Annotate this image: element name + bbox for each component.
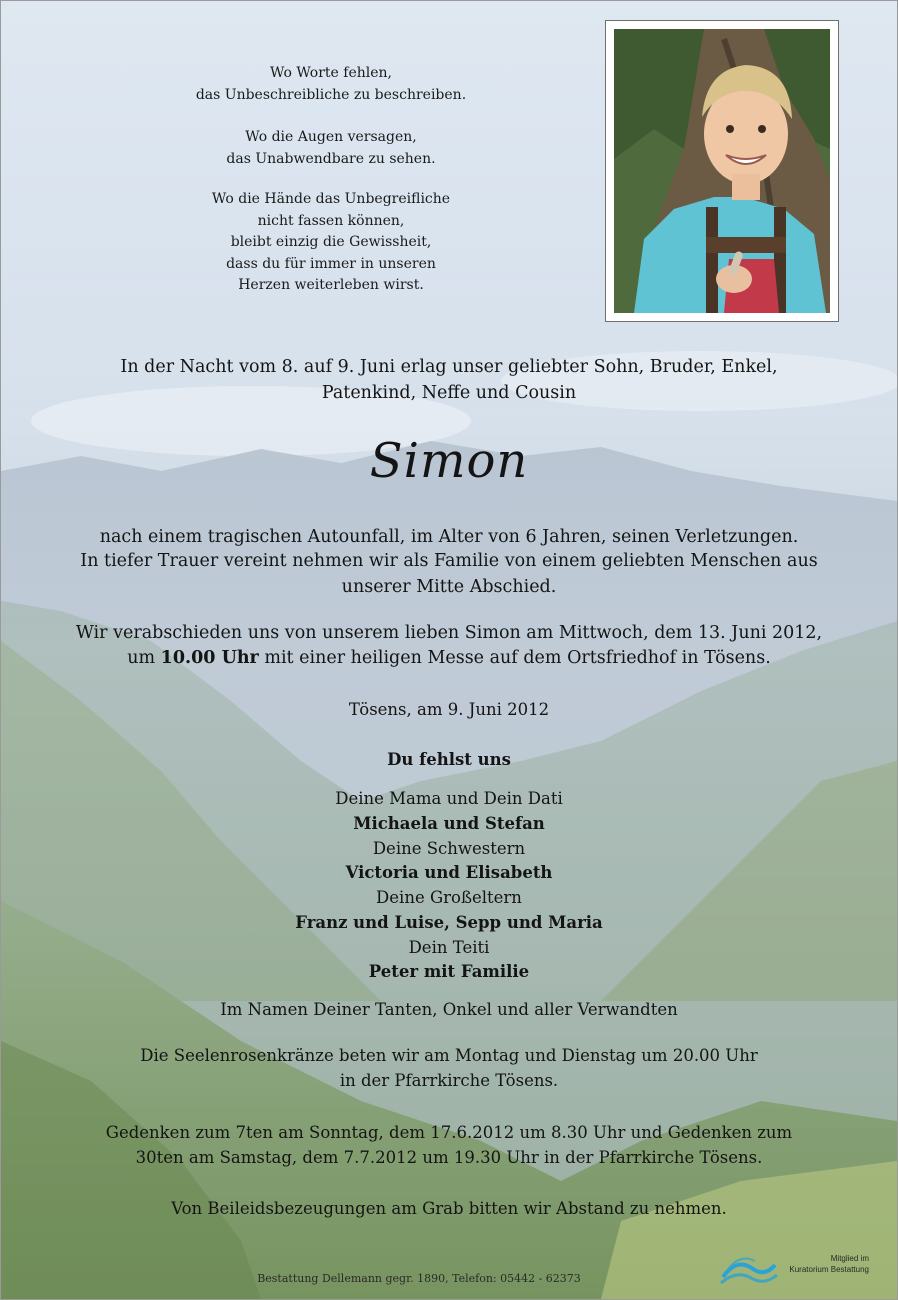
mourner-names: Franz und Luise, Sepp und Maria [295,913,603,932]
funeral-text: mit einer heiligen Messe auf dem Ortsfriedhof in Tösens. [258,648,771,668]
poem-line: das Unabwendbare zu sehen. [226,150,436,167]
mourner-relation: Dein Teiti [408,938,490,957]
mourner-names: Michaela und Stefan [353,814,545,833]
logo-text: Kuratorium Bestattung [789,1265,869,1274]
portrait-frame [605,20,839,322]
mourner-names: Victoria und Elisabeth [345,863,553,882]
funeral-time: 10.00 Uhr [160,648,259,668]
place-date: Tösens, am 9. Juni 2012 [348,700,550,719]
mourner-relation: Deine Mama und Dein Dati [335,789,563,808]
poem-line: nicht fassen können, [257,212,405,229]
cause-line: nach einem tragischen Autounfall, im Alter von 6 Jahren, seinen Verletzungen. [99,527,799,547]
rosary-line: in der Pfarrkirche Tösens. [339,1071,559,1090]
rosary-line: Die Seelenrosenkränze beten wir am Montag und Dienstag um 20.00 Uhr [140,1046,758,1065]
funeral-line [1,646,897,671]
wave-logo-icon [719,1247,779,1291]
funeral-text: um [127,648,161,668]
deceased-name: Simon [369,433,529,489]
logo-text: Mitglied im [830,1254,869,1263]
memorial-line: 30ten am Samstag, dem 7.7.2012 um 19.30 Uhr in der Pfarrkirche Tösens. [135,1148,763,1167]
poem-line: Wo die Augen versagen, [245,129,417,145]
undertaker-info: Bestattung Dellemann gegr. 1890, Telefon: 05442 - 62373 [257,1272,581,1285]
poem-stanza-3 [151,189,511,297]
poem-line: das Unbeschreibliche zu beschreiben. [195,86,467,103]
cause-line: In tiefer Trauer vereint nehmen wir als Familie von einem geliebten Menschen aus [80,551,818,571]
intro-line: In der Nacht vom 8. auf 9. Juni erlag unser geliebter Sohn, Bruder, Enkel, [120,357,778,377]
mourner-relation: Deine Großeltern [376,888,522,907]
poem-stanza-2 [151,127,511,170]
cause-line: unserer Mitte Abschied. [341,577,557,597]
funeral-line: Wir verabschieden uns von unserem lieben Simon am Mittwoch, dem 13. Juni 2012, [75,623,823,643]
poem-line: bleibt einzig die Gewissheit, [230,234,432,250]
mourner-relation: Deine Schwestern [372,839,526,858]
poem-stanza-1 [151,63,511,106]
poem-line: Wo Worte fehlen, [270,65,392,81]
poem-line: Wo die Hände das Unbegreifliche [211,191,451,207]
portrait-photo [614,29,830,313]
intro-line: Patenkind, Neffe und Cousin [321,383,577,403]
mourners-heading: Du fehlst uns [387,750,511,769]
poem-line: dass du für immer in unseren [226,255,436,272]
mourner-names: Peter mit Familie [368,962,530,981]
condolence-request: Von Beileidsbezeugungen am Grab bitten wir Abstand zu nehmen. [171,1199,727,1218]
child-portrait-image [614,29,830,313]
kuratorium-logo [719,1247,869,1291]
memorial-line: Gedenken zum 7ten am Sonntag, dem 17.6.2012 um 8.30 Uhr und Gedenken zum [105,1123,793,1142]
poem-line: Herzen weiterleben wirst. [238,277,424,293]
mourners-closing: Im Namen Deiner Tanten, Onkel und aller Verwandten [220,1000,678,1019]
